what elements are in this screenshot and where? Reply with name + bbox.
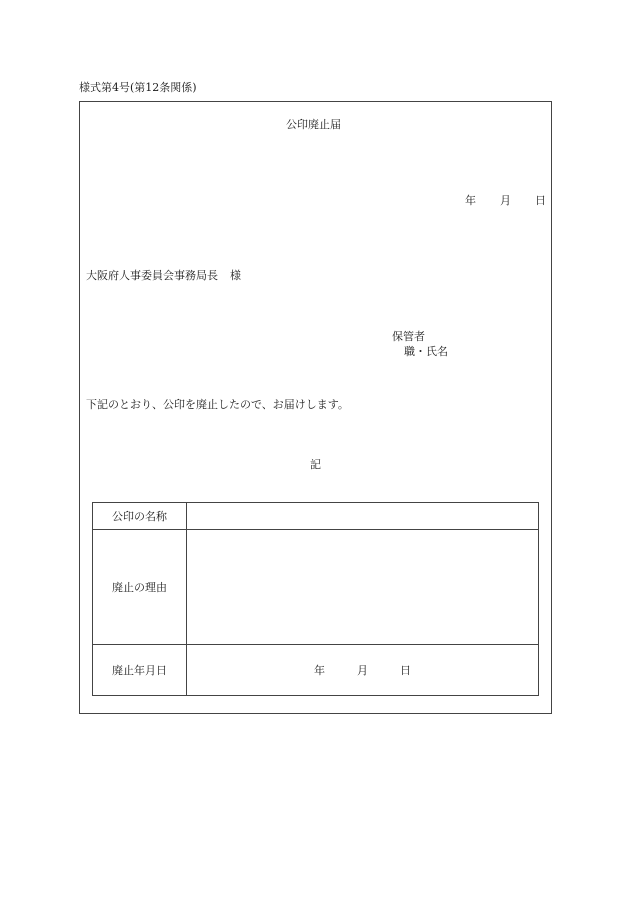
table-row-reason: [93, 530, 539, 645]
addressee-honorific: 様: [230, 269, 241, 282]
addressee: [86, 270, 241, 281]
form-number-label: 様式第4号(第12条関係): [79, 81, 197, 94]
table-row-abolish-date: [93, 645, 539, 696]
submission-day-label: 日: [535, 194, 546, 207]
ki-label: 記: [310, 458, 321, 471]
seal-name-label: 公印の名称: [93, 503, 187, 530]
table-row-seal-name: [93, 503, 539, 530]
submission-month-label: 月: [500, 194, 511, 207]
abolish-day-label: 日: [400, 664, 411, 677]
custodian-label: 保管者: [392, 330, 425, 343]
reason-field[interactable]: [187, 530, 539, 645]
abolish-year-label: 年: [314, 664, 325, 677]
abolish-month-label: 月: [357, 664, 368, 677]
submission-year-label: 年: [465, 194, 476, 207]
submission-date: [465, 195, 546, 206]
position-name-label: 職・氏名: [404, 345, 448, 358]
addressee-name: 大阪府人事委員会事務局長: [86, 269, 218, 282]
seal-name-field[interactable]: [187, 503, 539, 530]
body-text: 下記のとおり、公印を廃止したので、お届けします。: [86, 398, 349, 411]
document-title: 公印廃止届: [286, 118, 341, 131]
abolish-date-label: 廃止年月日: [93, 645, 187, 696]
detail-table: [92, 502, 539, 696]
abolish-date-field[interactable]: [187, 645, 539, 696]
reason-label: 廃止の理由: [93, 530, 187, 645]
